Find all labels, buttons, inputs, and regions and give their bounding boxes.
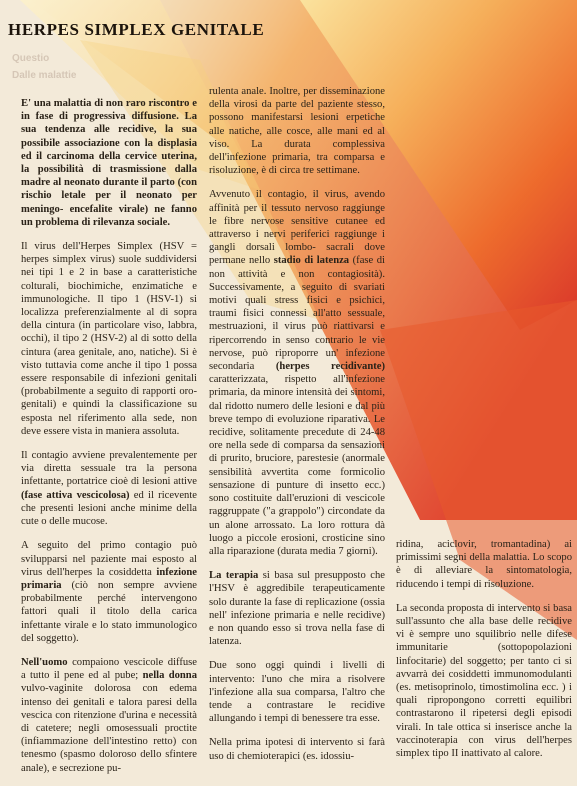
paragraph-dissemination: rulenta anale. Inoltre, per disseminazione della virosi da parte del paziente stesso, possono manifestarsi lesioni erpetiche alle natiche, alle cosce, alle mani ed al viso. La durata complessiva dell'infezione primaria, tra comparsa e risoluzione, è di circa tre settimane. — [209, 86, 385, 177]
paragraph-immunomodulants: La seconda proposta di intervento si basa sull'assunto che alla base delle recidive vi è sempre uno squilibrio nelle difese immunitarie (sottopopolazioni linfocitarie) del soggetto; per tanto ci si avvarrà dei cosiddetti immunomodulanti (es. metisoprinolo, timostimolina ecc. ) i quali ripropongono corretti equilibri contrastarono il ripetersi degli episodi virali. In tale ottica si inserisce anche la vaccinoterapia con virus dell'herpes simplex tipo II inattivato al calore. — [396, 602, 572, 760]
paragraph-intervention-levels: Due sono oggi quindi i livelli di intervento: l'uno che mira a risolvere l'infezione alla sua comparsa, l'altro che tende a contrastare le recidive allungando i tempi di benessere tra esse. — [209, 660, 385, 725]
paragraph-chemotherapy: ridina, aciclovir, tromantadina) ai primissimi segni della malattia. Lo scopo è di alleviare la sintomatologia, riducendo i tempi di risoluzione. — [396, 539, 572, 590]
paragraph-first-intervention: Nella prima ipotesi di intervento si farà uso di chemioterapici (es. idossiu- — [209, 737, 385, 762]
page-title: HERPES SIMPLEX GENITALE — [8, 20, 265, 39]
paragraph-contagion: Il contagio avviene prevalentemente per via diretta sessuale tra la persona infettante, portatrice cioè di lesioni attive (fase attiva vescicolosa) ed il ricevente che presenti lesioni anche minime della cute o delle mucose. — [21, 450, 197, 528]
intro-lead: E' una malattia di non raro riscontro e in fase di progressiva diffusione. La sua tendenza alle recidive, la sua possibile associazione con la displasia ed il carcinoma della cervice uterina, la possibilità di trasmissione dalla madre al neonato durante il parto (con rischio letale per il neonato per meningo- encefalite virale) ne fanno un problema di rilevanza sociale. — [21, 98, 197, 228]
paragraph-therapy: La terapia si basa sul presupposto che l'HSV è aggredibile terapeuticamente solo durante la fase di replicazione (ossia nell' infezione primaria e nelle recidive) e non quando esso si trova nella fase di latenza. — [209, 570, 385, 648]
column-3 — [396, 538, 572, 771]
ghost-text-1: Questio — [12, 53, 50, 64]
column-2 — [209, 85, 385, 774]
paragraph-symptoms: Nell'uomo compaiono vescicole diffuse a tutto il pene ed al pube; nella donna vulvo-vaginite dolorosa con edema intenso dei genitali e talora paresi della vescica con ritenzione d'urina e necessità di catetere; negli omosessuali proctite (infiammazione dell'intestino retto) con tenesmo (spasmo doloroso dello sfintere anale), e secrezione pu- — [21, 656, 197, 774]
paragraph-latency: Avvenuto il contagio, il virus, avendo affinità per il tessuto nervoso raggiunge le fibre nervose sensitive cutanee ed attraverso i nervi periferici raggiunge i gangli dorsali lombo- sacrali dove permane nello stadio di latenza (fase di non attività e non contagiosità). Successivamente, a seguito di svariati motivi quali stress fisici e psichici, traumi fisici connessi all'atto sessuale, mestruazioni, il virus può riattivarsi e ripercorrendo in senso contrario le vie nervose, può riproporre un' infezione secondaria (herpes recidivante) caratterizzata, rispetto all'infezione primaria, da minore intensità dei sintomi, dal ridotto numero delle lesioni e dal più breve tempo di evoluzione riparativa. Le recidive, solitamente precedute di 24-48 ore nella sede di comparsa da sensazioni di prurito, bruciore, parestesie (anormale sensibilità avvertita come formicolio sensazione di punture di insetto ecc.) sono costituite dall'eruzioni di vescicole raggruppate ("a grappolo") circondate da un alone arrossato. La loro rottura dà luogo a piccole erosioni, crosticine sino alla riparazione (durata media 7 giorni). — [209, 189, 385, 557]
ghost-text-2: Dalle malattie — [12, 70, 77, 81]
column-1 — [21, 97, 197, 786]
paragraph-virus-types: Il virus dell'Herpes Simplex (HSV = herpes simplex virus) suole suddividersi nei tipi 1 e 2 in base a caratteristiche colturali, biochimiche, enzimatiche e immunologiche. Il tipo 1 (HSV-1) si localizza preferenzialmente al di sopra della cintura (in particolare viso, labbra, occhi), il tipo 2 (HSV-2) al di sotto della cintura (area genitale, ano, natiche). Si è visto tuttavia come anche il tipo 1 possa essere responsabile di infezioni genitali (probabilmente a seguito di rapporti oro-genitali) e quindi la classificazione su esposta nel riferimento alla sede, non deve essere vista in maniera assoluta. — [21, 241, 197, 437]
paragraph-primary-infection: A seguito del primo contagio può svilupparsi nel paziente mai esposto al virus dell'herpes la cosiddetta infezione primaria (ciò non sempre avviene probabilmente perché intervengono fattori quali il titolo della carica infettante virale e lo stato immunologico del soggetto). — [21, 540, 197, 644]
